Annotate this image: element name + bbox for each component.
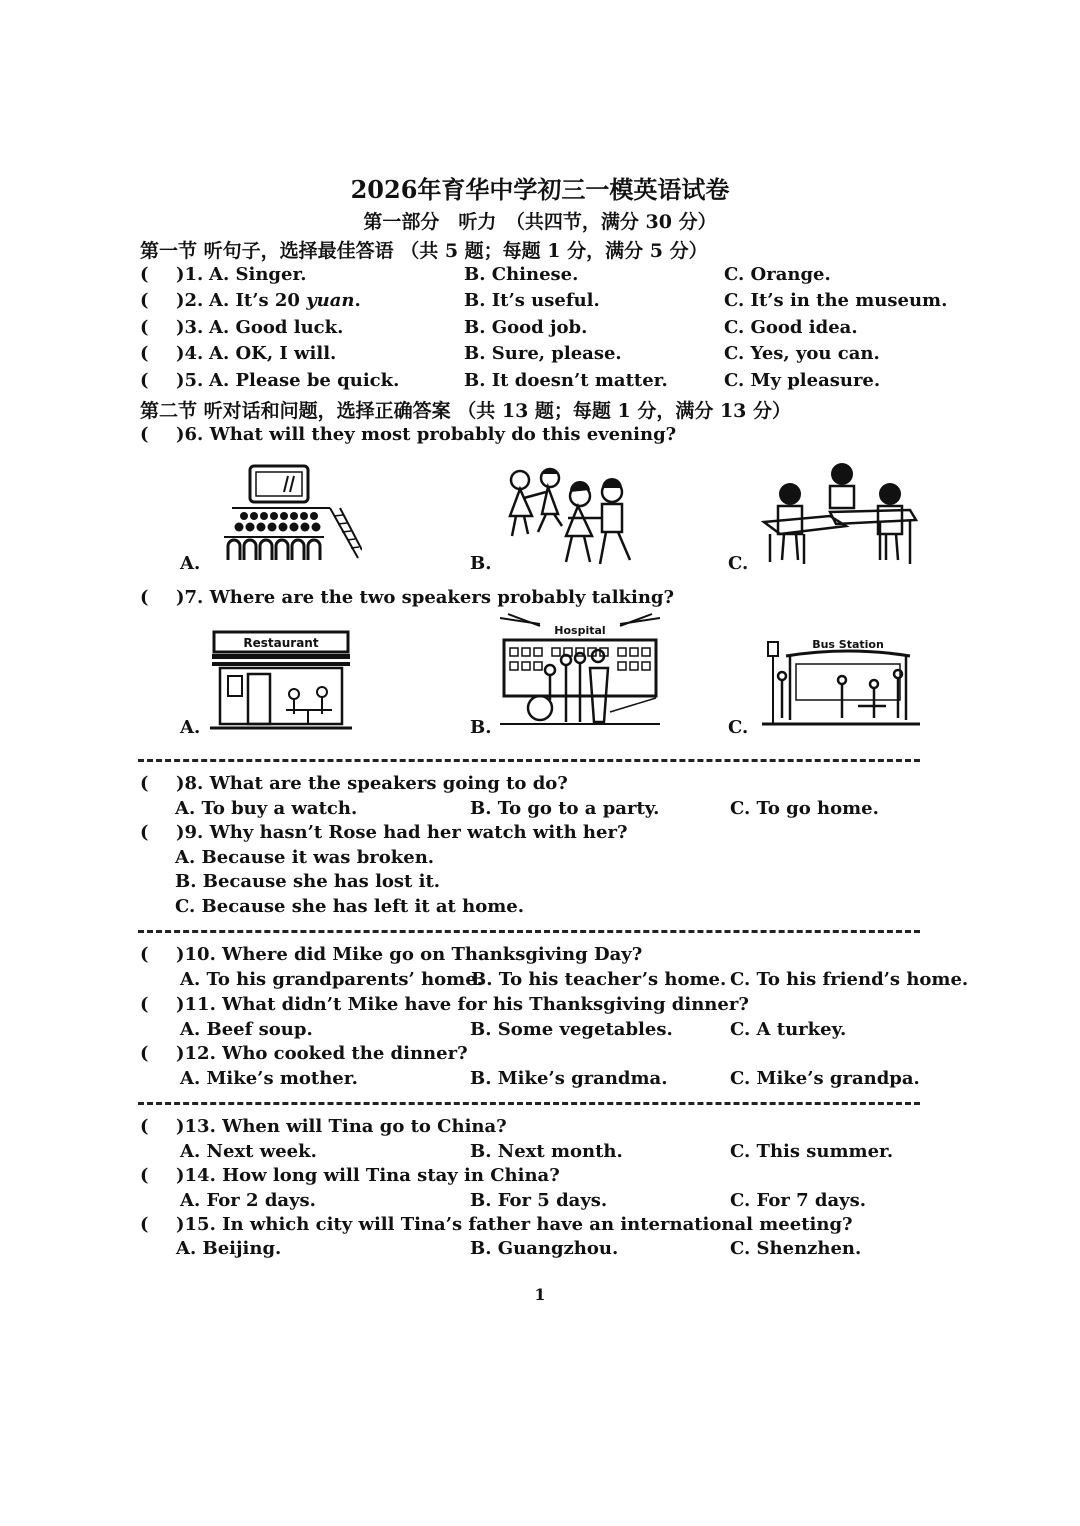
answer-bracket: ( xyxy=(140,1165,149,1186)
exam-title: 2026年育华中学初三一模英语试卷 xyxy=(350,175,730,204)
question-12 xyxy=(140,1043,960,1069)
answer-bracket: ( xyxy=(140,290,149,311)
question-4 xyxy=(140,343,960,369)
question-text: )10. Where did Mike go on Thanksgiving Day? xyxy=(176,944,643,965)
question-9 xyxy=(140,822,960,848)
question-text: )8. What are the speakers going to do? xyxy=(176,773,568,794)
question-13 xyxy=(140,1116,960,1142)
section-divider xyxy=(138,930,920,933)
option-a-yuan: yuan xyxy=(306,290,355,311)
question-5 xyxy=(140,370,960,396)
question-14 xyxy=(140,1165,960,1191)
option-a-period: . xyxy=(354,290,361,311)
option-c: C. Orange. xyxy=(724,264,831,285)
restaurant-sign: Restaurant xyxy=(243,636,319,650)
option-a: A. For 2 days. xyxy=(180,1190,316,1211)
question-text: )13. When will Tina go to China? xyxy=(176,1116,507,1137)
question-text: )6. What will they most probably do this evening? xyxy=(176,424,677,445)
option-a: A. Next week. xyxy=(180,1141,317,1162)
question-number: )5. xyxy=(176,370,204,391)
option-c: C. This summer. xyxy=(730,1141,894,1162)
answer-bracket: ( xyxy=(140,1214,149,1235)
picture-label-a: A. xyxy=(180,553,201,574)
question-3 xyxy=(140,317,960,343)
option-c: C. It’s in the museum. xyxy=(724,290,948,311)
question-2 xyxy=(140,290,960,316)
question-15-options xyxy=(140,1238,960,1264)
question-text: )15. In which city will Tina’s father have an international meeting? xyxy=(176,1214,853,1235)
option-c: C. Mike’s grandpa. xyxy=(730,1068,920,1089)
option-b: B. Next month. xyxy=(470,1141,623,1162)
option-a: A. Beef soup. xyxy=(180,1019,313,1040)
question-6 xyxy=(140,424,960,450)
option-a: A. Please be quick. xyxy=(209,370,400,391)
option-b: B. To his teacher’s home. xyxy=(471,969,727,990)
answer-bracket: ( xyxy=(140,370,149,391)
question-text: )7. Where are the two speakers probably talking? xyxy=(176,587,675,608)
option-a: A. Good luck. xyxy=(209,317,344,338)
section-divider xyxy=(138,1102,920,1105)
question-15 xyxy=(140,1214,960,1240)
question-7 xyxy=(140,587,960,613)
option-c: C. Yes, you can. xyxy=(724,343,880,364)
option-b: B. Good job. xyxy=(464,317,588,338)
option-c: C. For 7 days. xyxy=(730,1190,866,1211)
option-a: A. OK, I will. xyxy=(209,343,337,364)
option-b: B. For 5 days. xyxy=(470,1190,608,1211)
answer-bracket: ( xyxy=(140,1043,149,1064)
picture-label-b: B. xyxy=(470,717,492,738)
answer-bracket: ( xyxy=(140,822,149,843)
option-c: C. To his friend’s home. xyxy=(730,969,969,990)
question-13-options xyxy=(140,1141,960,1167)
picture-label-c: C. xyxy=(728,553,749,574)
answer-bracket: ( xyxy=(140,773,149,794)
option-b: B. To go to a party. xyxy=(470,798,660,819)
option-c: C. My pleasure. xyxy=(724,370,881,391)
option-b: B. Mike’s grandma. xyxy=(470,1068,668,1089)
picture-label-b: B. xyxy=(470,553,492,574)
question-10 xyxy=(140,944,960,970)
question-text: )9. Why hasn’t Rose had her watch with her? xyxy=(176,822,628,843)
option-b: B. Because she has lost it. xyxy=(175,871,441,892)
question-14-options xyxy=(140,1190,960,1216)
option-c: C. A turkey. xyxy=(730,1019,847,1040)
option-a: A. Singer. xyxy=(209,264,307,285)
question-11-options xyxy=(140,1019,960,1045)
question-12-options xyxy=(140,1068,960,1094)
option-a: A. Beijing. xyxy=(176,1238,282,1259)
section-one-heading: 第一节 听句子，选择最佳答语 （共 5 题；每题 1 分，满分 5 分） xyxy=(140,240,708,262)
option-b: B. Guangzhou. xyxy=(470,1238,619,1259)
option-c: C. Good idea. xyxy=(724,317,858,338)
answer-bracket: ( xyxy=(140,587,149,608)
option-b: B. It’s useful. xyxy=(464,290,600,311)
section-two-heading: 第二节 听对话和问题，选择正确答案 （共 13 题；每题 1 分，满分 13 分） xyxy=(140,400,792,422)
students-studying-picture xyxy=(760,460,920,566)
question-number: )1. xyxy=(176,264,204,285)
option-c: C. Because she has left it at home. xyxy=(175,896,524,917)
part-one-heading: 第一部分 听力 （共四节，满分 30 分） xyxy=(363,211,717,233)
option-c: C. Shenzhen. xyxy=(730,1238,862,1259)
answer-bracket: ( xyxy=(140,424,149,445)
option-a: A. To his grandparents’ home. xyxy=(180,969,483,990)
question-number: )4. xyxy=(176,343,204,364)
question-number: )3. xyxy=(176,317,204,338)
hospital-sign: Hospital xyxy=(554,624,606,637)
option-b: B. Sure, please. xyxy=(464,343,622,364)
answer-bracket: ( xyxy=(140,343,149,364)
dancing-children-picture xyxy=(498,466,638,570)
question-1 xyxy=(140,264,960,290)
option-b: B. Chinese. xyxy=(464,264,579,285)
picture-label-a: A. xyxy=(180,717,201,738)
answer-bracket: ( xyxy=(140,994,149,1015)
question-text: )14. How long will Tina stay in China? xyxy=(176,1165,560,1186)
option-a: A. Because it was broken. xyxy=(175,847,435,868)
option-b: B. Some vegetables. xyxy=(470,1019,673,1040)
restaurant-picture xyxy=(210,628,352,732)
option-b: B. It doesn’t matter. xyxy=(464,370,668,391)
question-11 xyxy=(140,994,960,1020)
question-text: )11. What didn’t Mike have for his Thanksgiving dinner? xyxy=(176,994,749,1015)
option-a: A. To buy a watch. xyxy=(175,798,358,819)
hospital-picture xyxy=(500,612,660,730)
question-number: )2. xyxy=(176,290,204,311)
answer-bracket: ( xyxy=(140,1116,149,1137)
question-8-options xyxy=(140,798,960,824)
option-a-text: A. It’s 20 xyxy=(209,290,307,311)
option-c: C. To go home. xyxy=(730,798,879,819)
section-divider xyxy=(138,759,920,762)
answer-bracket: ( xyxy=(140,264,149,285)
cinema-picture xyxy=(212,462,362,562)
bus-station-picture xyxy=(762,632,920,728)
question-10-options xyxy=(140,969,969,995)
answer-bracket: ( xyxy=(140,317,149,338)
question-text: )12. Who cooked the dinner? xyxy=(176,1043,468,1064)
answer-bracket: ( xyxy=(140,944,149,965)
option-a xyxy=(209,290,361,311)
page-number: 1 xyxy=(534,1285,546,1304)
bus-station-sign: Bus Station xyxy=(812,638,884,651)
picture-label-c: C. xyxy=(728,717,749,738)
question-8 xyxy=(140,773,960,799)
option-a: A. Mike’s mother. xyxy=(180,1068,358,1089)
